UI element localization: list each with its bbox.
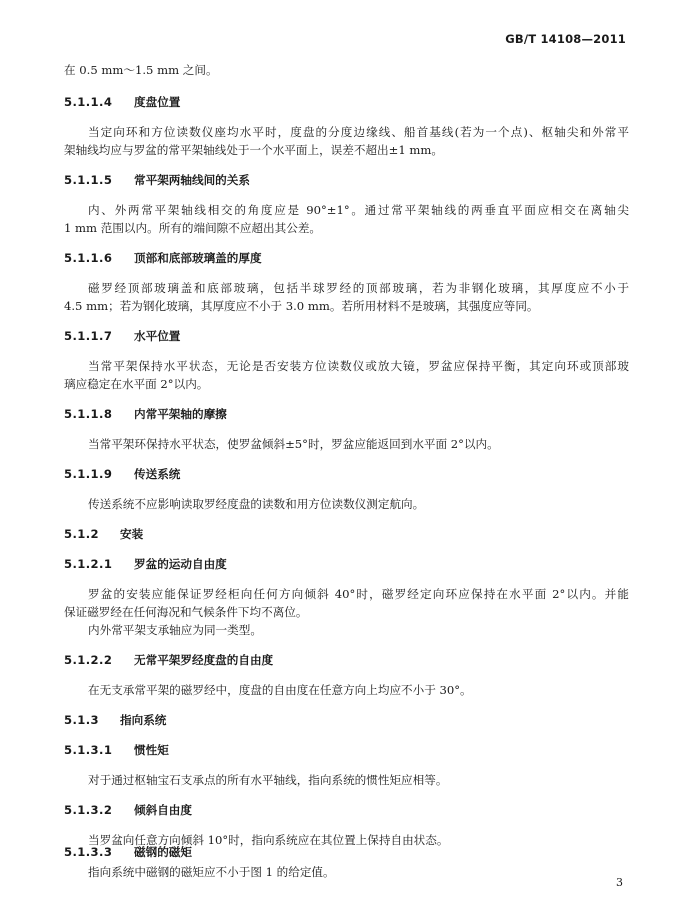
- section-heading-5115: [64, 173, 250, 188]
- section-title: 度盘位置: [134, 95, 181, 109]
- section-heading-513: [64, 713, 166, 728]
- paragraph-line: 对于通过枢轴宝石支承点的所有水平轴线，指向系统的惯性矩应相等。: [88, 773, 448, 787]
- section-number: 5.1.3.3: [64, 845, 113, 859]
- paragraph-line: 当常平架保持水平状态，无论是否安装方位读数仪或放大镜，罗盆应保持平衡，其定向环或顶部玻: [88, 359, 629, 373]
- section-title: 无常平架罗经度盘的自由度: [134, 653, 274, 667]
- section-number: 5.1.1.5: [64, 173, 113, 187]
- section-title: 罗盆的运动自由度: [134, 557, 227, 571]
- section-heading-5133: [64, 845, 192, 860]
- paragraph-line: 当常平架环保持水平状态，使罗盆倾斜±5°时，罗盆应能返回到水平面 2°以内。: [88, 437, 499, 451]
- section-title: 倾斜自由度: [134, 803, 192, 817]
- section-title: 内常平架轴的摩擦: [134, 407, 227, 421]
- section-number: 5.1.1.8: [64, 407, 113, 421]
- section-number: 5.1.3: [64, 713, 100, 727]
- section-title: 磁钢的磁矩: [134, 845, 192, 859]
- section-heading-5132: [64, 803, 192, 818]
- section-heading-5121: [64, 557, 227, 572]
- section-number: 5.1.1.4: [64, 95, 113, 109]
- paragraph-line: 内外常平架支承轴应为同一类型。: [88, 623, 262, 637]
- section-title: 传送系统: [134, 467, 181, 481]
- section-heading-512: [64, 527, 143, 542]
- paragraph-line: 保证磁罗经在任何海况和气候条件下均不离位。: [64, 605, 308, 619]
- standard-code: GB/T 14108—2011: [505, 32, 626, 46]
- section-number: 5.1.3.2: [64, 803, 113, 817]
- section-number: 5.1.2.1: [64, 557, 113, 571]
- paragraph-line: 当罗盆向任意方向倾斜 10°时，指向系统应在其位置上保持自由状态。: [88, 833, 449, 847]
- paragraph-line: 内、外两常平架轴线相交的角度应是 90°±1°。通过常平架轴线的两垂直平面应相交在离轴尖: [88, 203, 629, 217]
- paragraph-line: 磁罗经顶部玻璃盖和底部玻璃，包括半球罗经的顶部玻璃，若为非钢化玻璃，其厚度应不小于: [88, 281, 629, 295]
- paragraph-line: 璃应稳定在水平面 2°以内。: [64, 377, 209, 391]
- section-title: 指向系统: [120, 713, 167, 727]
- page-number: 3: [616, 876, 623, 889]
- paragraph-line: 传送系统不应影响读取罗经度盘的读数和用方位读数仪测定航向。: [88, 497, 425, 511]
- section-heading-5118: [64, 407, 227, 422]
- section-number: 5.1.2: [64, 527, 100, 541]
- paragraph-line: 架轴线均应与罗盆的常平架轴线处于一个水平面上，误差不超出±1 mm。: [64, 143, 443, 157]
- section-number: 5.1.1.6: [64, 251, 113, 265]
- paragraph-line: 1 mm 范围以内。所有的端间隙不应超出其公差。: [64, 221, 322, 235]
- section-heading-5117: [64, 329, 180, 344]
- paragraph-line: 4.5 mm；若为钢化玻璃，其厚度应不小于 3.0 mm。若所用材料不是玻璃，其强度应等同。: [64, 299, 539, 313]
- section-number: 5.1.3.1: [64, 743, 113, 757]
- section-title: 常平架两轴线间的关系: [134, 173, 250, 187]
- section-title: 惯性矩: [134, 743, 169, 757]
- section-heading-5122: [64, 653, 273, 668]
- section-heading-5119: [64, 467, 180, 482]
- section-heading-5131: [64, 743, 169, 758]
- section-title: 顶部和底部玻璃盖的厚度: [134, 251, 262, 265]
- body-text: 在 0.5 mm～1.5 mm 之间。: [64, 63, 218, 77]
- paragraph-line: 指向系统中磁钢的磁矩应不小于图 1 的给定值。: [88, 865, 335, 879]
- section-title: 安装: [120, 527, 144, 541]
- paragraph-line: 罗盆的安装应能保证罗经柜向任何方向倾斜 40°时，磁罗经定向环应保持在水平面 2°以内。并能: [88, 587, 629, 601]
- section-heading-5114: [64, 95, 180, 110]
- paragraph-line: 在无支承常平架的磁罗经中，度盘的自由度在任意方向上均应不小于 30°。: [88, 683, 472, 697]
- section-heading-5116: [64, 251, 262, 266]
- section-number: 5.1.1.9: [64, 467, 113, 481]
- section-title: 水平位置: [134, 329, 181, 343]
- section-number: 5.1.2.2: [64, 653, 113, 667]
- paragraph-line: 当定向环和方位读数仪座均水平时，度盘的分度边缘线、船首基线(若为一个点)、枢轴尖和外常平: [88, 125, 629, 139]
- section-number: 5.1.1.7: [64, 329, 113, 343]
